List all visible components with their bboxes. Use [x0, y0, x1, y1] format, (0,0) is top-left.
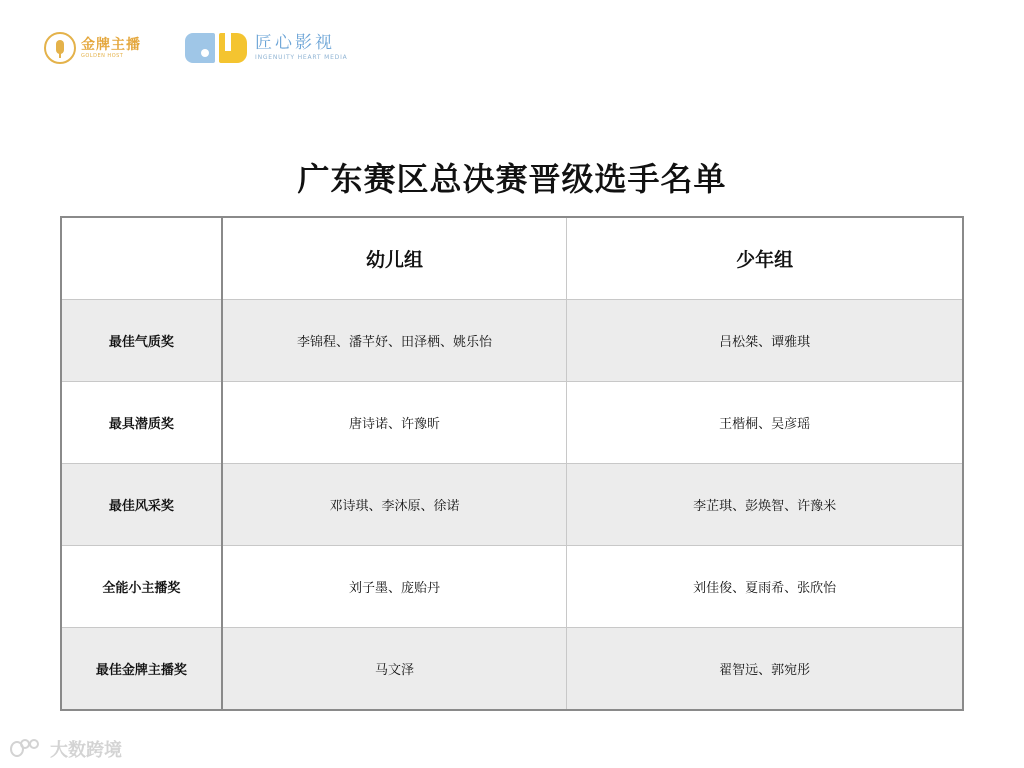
microphone-icon: [44, 32, 76, 64]
watermark: [10, 736, 122, 762]
logo-mark-yellow-icon: [219, 33, 247, 63]
junior-winners: 唐诗诺、许豫昕: [222, 382, 567, 464]
teen-winners: 翟智远、郭宛彤: [567, 628, 963, 711]
logo-mark-blue-icon: [185, 33, 215, 63]
page-title: 广东赛区总决赛晋级选手名单: [297, 160, 727, 198]
junior-winners: 邓诗琪、李沐原、徐诺: [222, 464, 567, 546]
award-name: 最佳金牌主播奖: [61, 628, 222, 711]
watermark-text: 大数跨境: [50, 740, 122, 761]
golden-host-logo-en: GOLDEN HOST: [81, 52, 124, 59]
header-junior-group: 幼儿组: [222, 217, 567, 300]
teen-winners: 吕松桀、谭雅琪: [567, 300, 963, 382]
teen-winners: 刘佳俊、夏雨希、张欣怡: [567, 546, 963, 628]
teen-winners: 李芷琪、彭焕智、许豫米: [567, 464, 963, 546]
table-row: [61, 628, 963, 711]
award-name: 最佳气质奖: [61, 300, 222, 382]
table-row: [61, 464, 963, 546]
golden-host-logo-cn: 金牌主播: [81, 36, 141, 53]
header-logos: [44, 28, 348, 68]
ingenuity-media-logo: [185, 33, 348, 63]
award-name: 最具潜质奖: [61, 382, 222, 464]
award-name: 全能小主播奖: [61, 546, 222, 628]
finalists-table: [60, 216, 964, 711]
junior-winners: 李锦程、潘芊妤、田泽栖、姚乐怡: [222, 300, 567, 382]
ingenuity-media-logo-en: INGENUITY HEART MEDIA: [255, 54, 348, 61]
table-header-row: [61, 217, 963, 300]
watermark-logo-icon: [10, 739, 46, 759]
header-corner: [61, 217, 222, 300]
ingenuity-media-logo-cn: 匠心影视: [255, 33, 335, 53]
award-name: 最佳风采奖: [61, 464, 222, 546]
table-row: [61, 300, 963, 382]
golden-host-logo: [44, 32, 141, 64]
table-row: [61, 546, 963, 628]
teen-winners: 王楷桐、吴彦瑶: [567, 382, 963, 464]
table-row: [61, 382, 963, 464]
header-teen-group: 少年组: [567, 217, 963, 300]
junior-winners: 刘子墨、庞贻丹: [222, 546, 567, 628]
junior-winners: 马文泽: [222, 628, 567, 711]
